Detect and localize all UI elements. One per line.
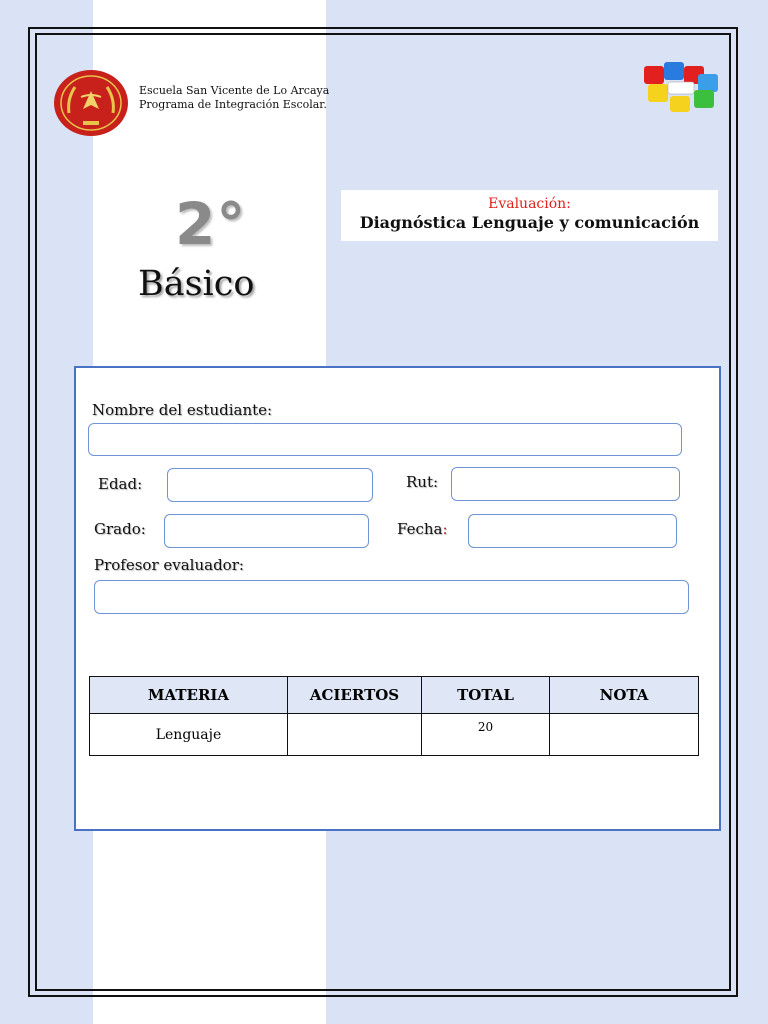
school-info [139, 84, 329, 112]
grade-label: Grado: [94, 520, 146, 538]
table-row [90, 714, 699, 756]
date-label-text: Fecha [397, 520, 443, 538]
integration-program-puzzle-icon [640, 60, 724, 114]
header-materia: MATERIA [90, 677, 288, 714]
student-name-field[interactable] [88, 423, 682, 456]
date-label [397, 520, 448, 538]
school-name: Escuela San Vicente de Lo Arcaya [139, 84, 330, 97]
cell-materia: Lenguaje [90, 714, 288, 756]
results-table [89, 676, 699, 756]
cell-total: 20 [422, 714, 550, 756]
age-label: Edad: [98, 475, 143, 493]
school-seal-icon [53, 69, 129, 137]
results-header-row [90, 677, 699, 714]
cell-nota[interactable] [550, 714, 699, 756]
date-field[interactable] [468, 514, 677, 548]
evaluation-label: Evaluación: [488, 196, 571, 212]
rut-label: Rut: [406, 473, 439, 491]
school-program: Programa de Integración Escolar. [139, 98, 327, 111]
evaluation-title-box [341, 190, 718, 241]
student-name-label: Nombre del estudiante: [92, 401, 273, 419]
teacher-label: Profesor evaluador: [94, 556, 244, 574]
age-field[interactable] [167, 468, 373, 502]
grade-field[interactable] [164, 514, 369, 548]
grade-number: 2° [175, 190, 247, 258]
teacher-field[interactable] [94, 580, 689, 614]
rut-field[interactable] [451, 467, 680, 501]
header-aciertos: ACIERTOS [288, 677, 422, 714]
date-label-colon: : [442, 520, 448, 538]
header-total: TOTAL [422, 677, 550, 714]
grade-level: Básico [138, 264, 255, 304]
header-nota: NOTA [550, 677, 699, 714]
cell-aciertos[interactable] [288, 714, 422, 756]
evaluation-title: Diagnóstica Lenguaje y comunicación [359, 213, 700, 232]
